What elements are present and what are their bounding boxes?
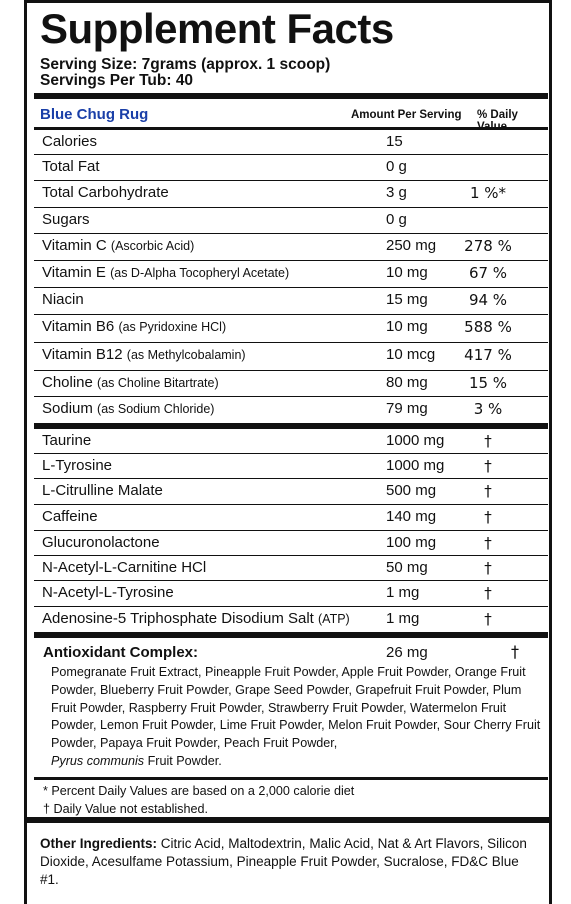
row-name (42, 318, 226, 335)
row-name (42, 432, 91, 449)
row-dv: † (484, 457, 492, 475)
blend-row (34, 429, 548, 454)
nutrient-row (34, 371, 548, 397)
row-amount: 250 mg (386, 237, 437, 254)
column-header (40, 105, 548, 125)
row-name-text: Niacin (42, 291, 84, 308)
row-dv: † (484, 432, 492, 450)
row-name-text: Taurine (42, 432, 92, 449)
flavor-name: Blue Chug Rug (40, 106, 149, 123)
row-name (42, 291, 84, 308)
row-name-text: Adenosine-5 Triphosphate Disodium Salt (42, 610, 314, 627)
servings-per-value: 40 (175, 72, 194, 89)
row-name (42, 346, 246, 363)
nutrient-row (34, 397, 548, 424)
row-dv: 278 % (464, 237, 512, 255)
row-name-sub: (as Choline Bitartrate) (97, 376, 219, 390)
row-name (42, 534, 160, 551)
row-amount: 100 mg (386, 534, 437, 551)
row-name-text: Total Carbohydrate (42, 184, 169, 201)
row-amount: 15 mg (386, 291, 428, 308)
blend-row (34, 479, 548, 505)
row-amount: 79 mg (386, 400, 428, 417)
row-name-text: Total Fat (42, 158, 100, 175)
row-name-text: Choline (42, 374, 93, 391)
other-ingredients-label: Other Ingredients: (40, 836, 158, 851)
row-name (42, 400, 214, 417)
row-name-text: L-Tyrosine (42, 457, 113, 474)
row-amount: 50 mg (386, 559, 428, 576)
other-divider (27, 820, 549, 830)
footnotes (43, 783, 354, 818)
divider-thick (34, 632, 548, 638)
row-name (42, 610, 350, 627)
serving-size-label: Serving Size: (40, 56, 138, 73)
row-name-text: N-Acetyl-L-Carnitine HCl (42, 559, 207, 576)
row-dv: † (484, 559, 492, 577)
row-name (42, 264, 289, 281)
blend-row (34, 581, 548, 607)
antioxidant-name: Antioxidant Complex: (43, 644, 199, 661)
row-name (42, 184, 169, 201)
row-name-text: Vitamin B6 (42, 318, 115, 335)
dv-header: % Daily (477, 109, 518, 121)
serving-info (40, 57, 330, 89)
antioxidant-ingredients (51, 664, 547, 771)
nutrient-row (34, 343, 548, 371)
antioxidant-ingredients-italic: Pyrus communis (51, 753, 145, 768)
antioxidant-ingredients-end: Fruit Powder. (144, 753, 222, 768)
row-name-text: Vitamin C (42, 237, 107, 254)
row-amount: 0 g (386, 158, 407, 175)
footnote-percent: * Percent Daily Values are based on a 2,000 calorie diet (43, 784, 355, 798)
nutrient-row (34, 155, 548, 181)
row-name-text: Glucuronolactone (42, 534, 160, 551)
row-dv: 15 % (468, 374, 508, 392)
row-dv: 3 % (473, 400, 503, 418)
row-name-sub: (as D-Alpha Tocopheryl Acetate) (110, 266, 290, 280)
row-name-text: Sugars (42, 211, 90, 228)
row-name (42, 457, 112, 474)
row-name (42, 482, 163, 499)
row-dv: 1 %* (469, 184, 507, 202)
row-name (42, 158, 100, 175)
row-name (42, 584, 174, 601)
other-ingredients-panel (24, 820, 552, 904)
row-name (42, 374, 219, 391)
row-name (42, 133, 97, 150)
row-dv: † (484, 508, 492, 526)
row-name-text: Vitamin B12 (42, 346, 123, 363)
serving-size-value: 7grams (approx. 1 scoop) (141, 56, 331, 73)
row-amount: 80 mg (386, 374, 428, 391)
blend-row (34, 531, 548, 556)
row-amount: 1 mg (386, 610, 420, 627)
other-ingredients (40, 835, 540, 889)
amount-header: Amount Per Serving (351, 109, 462, 121)
row-name-sub: (as Sodium Chloride) (97, 402, 215, 416)
antioxidant-ingredients-text: Pomegranate Fruit Extract, Pineapple Fruit Powder, Apple Fruit Powder, Orange Fruit Powder, Blueberry Fruit Powder, Grape Seed Powder, Grapefruit Fruit Powder, Plum Fruit Powder, Raspberry Fruit Powder, Strawberry Fruit Powder, Watermelon Fruit Powder, Lemon Fruit Powder, Lime Fruit Powder, Melon Fruit Powder, Sour Cherry Fruit Powder, Papaya Fruit Powder, Peach Fruit Powder, (51, 665, 541, 751)
row-name (42, 559, 206, 576)
row-name (42, 237, 194, 254)
row-dv: 588 % (464, 318, 512, 336)
row-amount: 1 mg (386, 584, 420, 601)
row-name-sub: (as Pyridoxine HCl) (118, 320, 227, 334)
row-name-text: Caffeine (42, 508, 98, 525)
nutrient-row (34, 181, 548, 208)
row-name (42, 211, 90, 228)
footnote-dagger: † Daily Value not established. (43, 801, 208, 816)
row-amount: 500 mg (386, 482, 437, 499)
row-name-sub: (ATP) (318, 612, 350, 626)
servings-per-label: Servings Per Tub: (40, 72, 172, 89)
row-name-sub: (as Methylcobalamin) (126, 348, 246, 362)
nutrient-row (34, 288, 548, 315)
antioxidant-dv: † (511, 642, 519, 661)
row-amount: 140 mg (386, 508, 437, 525)
blend-row (34, 556, 548, 581)
blend-row (34, 505, 548, 531)
row-dv: † (484, 482, 492, 500)
blend-row (34, 607, 548, 633)
row-amount: 0 g (386, 211, 407, 228)
row-name-sub: (Ascorbic Acid) (110, 239, 195, 253)
row-dv: 67 % (468, 264, 508, 282)
row-amount: 1000 mg (386, 457, 445, 474)
other-ingredients-text: Citric Acid, Maltodextrin, Malic Acid, Nat & Art Flavors, Silicon Dioxide, Acesulfame Potassium, Pineapple Fruit Powder, Sucralose, FD&C Blue #1. (40, 836, 527, 887)
row-name-text: Sodium (42, 400, 93, 417)
row-dv: † (484, 534, 492, 552)
row-dv: † (484, 584, 492, 602)
nutrient-row (34, 261, 548, 288)
row-amount: 10 mg (386, 264, 428, 281)
blend-row (34, 454, 548, 479)
row-name (42, 508, 98, 525)
row-amount: 3 g (386, 184, 407, 201)
supplement-facts-label (24, 0, 552, 904)
nutrient-row (34, 208, 548, 234)
row-name-text: L-Citrulline Malate (42, 482, 163, 499)
nutrient-row (34, 234, 548, 261)
divider-footnote (34, 777, 548, 780)
row-dv: 417 % (464, 346, 512, 364)
row-amount: 15 (386, 133, 403, 150)
row-name-text: Calories (42, 133, 98, 150)
row-dv: † (484, 610, 492, 628)
nutrient-row (34, 315, 548, 343)
facts-panel (24, 0, 552, 820)
row-name-text: Vitamin E (42, 264, 106, 281)
row-amount: 10 mcg (386, 346, 436, 363)
divider-thick (34, 93, 548, 99)
antioxidant-amount: 26 mg (386, 644, 428, 661)
row-name-text: N-Acetyl-L-Tyrosine (42, 584, 174, 601)
panel-title: Supplement Facts (40, 5, 394, 52)
row-amount: 10 mg (386, 318, 428, 335)
row-dv: 94 % (468, 291, 508, 309)
row-amount: 1000 mg (386, 432, 445, 449)
nutrient-row (34, 130, 548, 155)
